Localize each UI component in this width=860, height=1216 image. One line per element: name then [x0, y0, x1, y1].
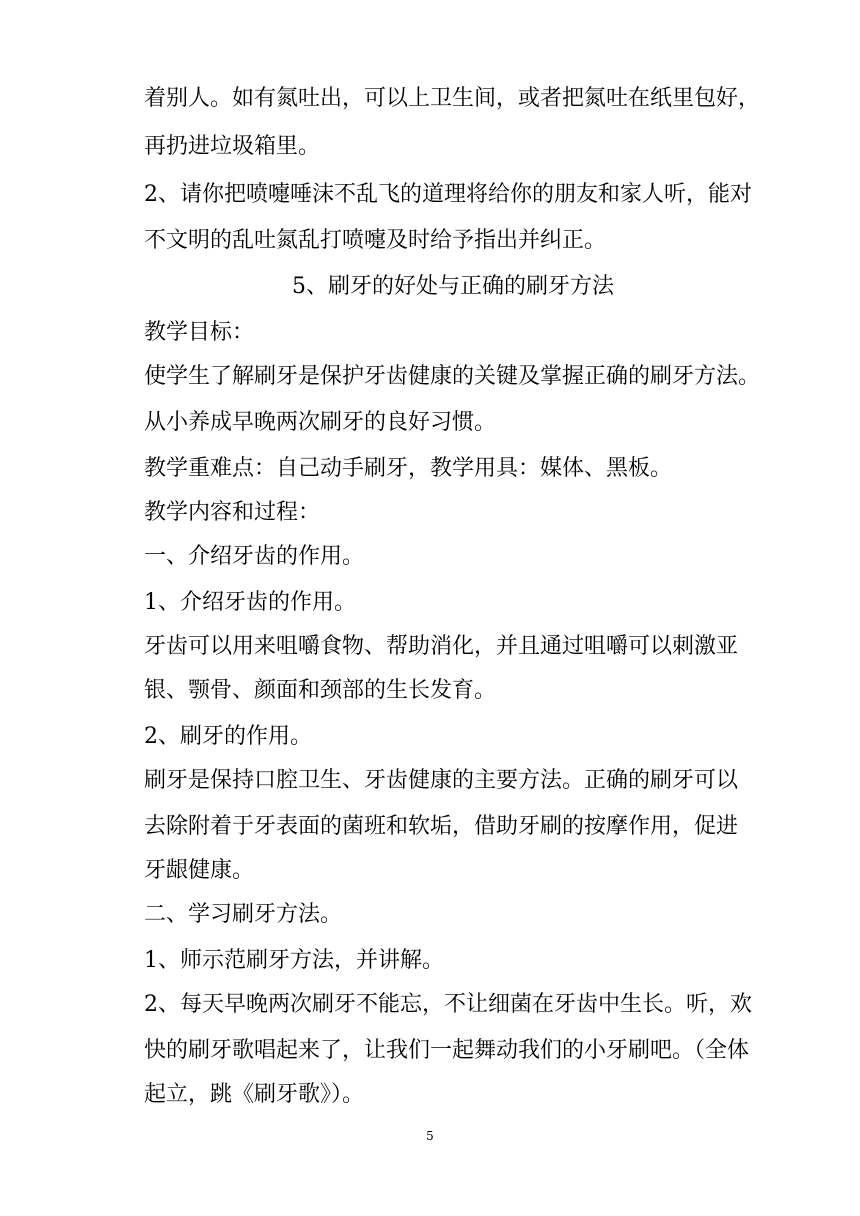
body-text-line: 2、请你把喷嚏唾沫不乱飞的道理将给你的朋友和家人听，能对	[144, 182, 752, 207]
body-text-line: 教学目标：	[144, 320, 255, 345]
body-text-line: 银、颚骨、颜面和颈部的生长发育。	[144, 678, 497, 703]
body-text-line: 2、刷牙的作用。	[144, 724, 312, 749]
body-text-line: 教学内容和过程：	[144, 500, 321, 525]
body-text-line: 牙龈健康。	[144, 858, 255, 883]
body-text-line: 1、师示范刷牙方法，并讲解。	[144, 948, 444, 973]
body-text-line: 再扔进垃圾箱里。	[144, 134, 321, 159]
body-text-line: 不文明的乱吐氮乱打喷嚏及时给予指出并纠正。	[144, 228, 607, 253]
body-text-line: 刷牙是保持口腔卫生、牙齿健康的主要方法。正确的刷牙可以	[144, 768, 739, 793]
section-heading: 5、刷牙的好处与正确的刷牙方法	[292, 274, 614, 299]
body-text-line: 1、介绍牙齿的作用。	[144, 590, 356, 615]
body-text-line: 一、介绍牙齿的作用。	[144, 544, 365, 569]
body-text-line: 着别人。如有氮吐出，可以上卫生间，或者把氮吐在纸里包好，	[144, 86, 761, 111]
body-text-line: 2、每天早晚两次刷牙不能忘，不让细菌在牙齿中生长。听，欢	[144, 992, 752, 1017]
page-number: 5	[426, 1129, 434, 1143]
body-text-line: 使学生了解刷牙是保护牙齿健康的关键及掌握正确的刷牙方法。	[144, 364, 761, 389]
body-text-line: 二、学习刷牙方法。	[144, 902, 343, 927]
body-text-line: 起立，跳《刷牙歌》）。	[144, 1082, 365, 1107]
body-text-line: 牙齿可以用来咀嚼食物、帮助消化，并且通过咀嚼可以刺激亚	[144, 634, 739, 659]
body-text-line: 快的刷牙歌唱起来了，让我们一起舞动我们的小牙刷吧。（全体	[144, 1038, 750, 1063]
body-text-line: 教学重难点：自己动手刷牙，教学用具：媒体、黑板。	[144, 456, 673, 481]
body-text-line: 从小养成早晚两次刷牙的良好习惯。	[144, 410, 497, 435]
body-text-line: 去除附着于牙表面的菌班和软垢，借助牙刷的按摩作用，促进	[144, 814, 739, 839]
